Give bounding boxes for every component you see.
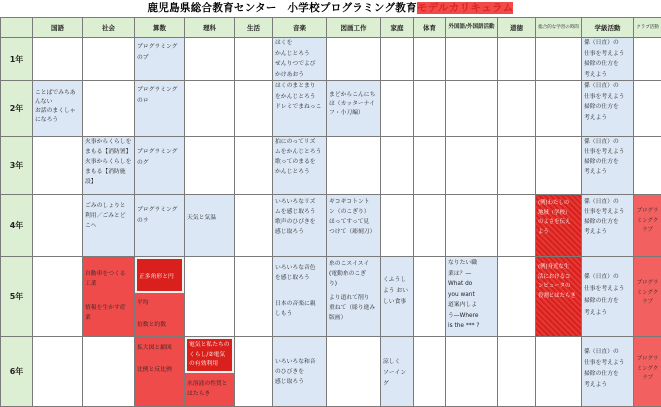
- class-line: 係（日直）の: [584, 197, 631, 207]
- title-main: 鹿児島県総合教育センター 小学校プログラミング教育: [148, 2, 417, 14]
- g6-music-line: のひびきを: [275, 367, 324, 377]
- g5-math-average-text: 平均: [137, 300, 149, 306]
- g2-music-line: ドレミでまねっこ: [275, 102, 324, 113]
- g3-music-line: 拍にのってリズ: [275, 137, 324, 147]
- g5-music-line: 日本の音楽に親: [275, 299, 324, 309]
- g4-social-line: 利用／ごみとど: [85, 211, 132, 221]
- header-class: 学級活動: [582, 18, 634, 38]
- curriculum-table: [0, 17, 661, 407]
- header-music: 音楽: [273, 18, 327, 38]
- g5-art-line: り): [329, 279, 378, 289]
- g6-science-solution: [185, 373, 234, 399]
- g5-art-line: (電動糸のこぎ: [329, 269, 378, 279]
- g5-art-line: 版画）: [329, 313, 378, 323]
- class-line: 掃除の仕方を: [584, 59, 631, 70]
- header-home: 家庭: [381, 18, 414, 38]
- g3-social-line: まもる【消防署】: [85, 147, 132, 157]
- g4-integrated-line: 地域（学校）: [538, 209, 579, 219]
- g6-math-line: 拡大図と縮図: [137, 343, 182, 354]
- g2-japanese: [33, 81, 83, 137]
- g5-integrated: [536, 257, 582, 337]
- g4-music-line: ムを感じ取ろう: [275, 207, 324, 217]
- g3-music-line: ムをかんじとろう: [275, 147, 324, 157]
- g5-integrated-line: 活におけるコ: [538, 273, 579, 283]
- class-line: 考えよう: [584, 70, 631, 81]
- g2-japanese-2: お話のまくしゃになろう: [35, 107, 80, 125]
- g6-home-line: ソーイング: [383, 368, 411, 390]
- g5-integrated-line: ンピュータの: [538, 282, 579, 292]
- g4-integrated-line: のよさを伝え: [538, 218, 579, 228]
- g5-math-multiples-text: 倍数と約数: [137, 322, 166, 328]
- g6-science: [185, 337, 235, 407]
- class-line: 考えよう: [584, 307, 631, 319]
- g5-math-polygon-text: 正多角形と円: [139, 274, 174, 280]
- corner-cell: [1, 18, 33, 38]
- class-line: 考えよう: [584, 113, 631, 124]
- g4-art-line: ほってすって見: [329, 217, 378, 227]
- g6-math: [135, 337, 185, 407]
- header-foreign: 外国語/外国語活動: [446, 18, 498, 38]
- grade-5-label: 5年: [1, 257, 33, 337]
- class-line: 係（日直）の: [584, 81, 631, 92]
- g5-home-line: しい食事: [383, 297, 411, 308]
- g2-math-text: プログラミングのロ: [137, 87, 177, 104]
- g4-math: [135, 195, 185, 257]
- g1-math: [135, 38, 185, 81]
- header-life: 生活: [235, 18, 273, 38]
- header-science: 理科: [185, 18, 235, 38]
- g1-music-line: かけあおう: [275, 70, 324, 81]
- g4-art-line: ギコギコトント: [329, 197, 378, 207]
- g5-music-line: いろいろな音色: [275, 263, 324, 273]
- g3-music-line: 歌ってのまるを: [275, 157, 324, 167]
- g4-music-line: いろいろなリズ: [275, 197, 324, 207]
- g5-foreign-line: う—Where: [448, 311, 495, 322]
- g6-science-line: 電気と私たちの: [189, 341, 230, 351]
- g3-music-line: かんじとろう: [275, 167, 324, 177]
- class-line: 考えよう: [584, 380, 631, 391]
- g5-math-polygon: [135, 257, 184, 293]
- header-art: 図画工作: [327, 18, 381, 38]
- g5-foreign-line: is the *** ?: [448, 321, 495, 332]
- row-grade-6: [1, 337, 661, 407]
- header-pe: 体育: [414, 18, 446, 38]
- g5-club-text: プログラミングクラブ: [637, 280, 659, 305]
- header-math: 算数: [135, 18, 185, 38]
- class-line: 掃除の仕方を: [584, 102, 631, 113]
- g6-music-line: 感じ取ろう: [275, 377, 324, 387]
- g5-social-line: 業: [85, 313, 132, 323]
- g6-science-line: 水溶液の性質と: [187, 379, 232, 389]
- g6-science-line: くらし/②電気: [189, 351, 230, 361]
- g6-music-line: いろいろな和音: [275, 357, 324, 367]
- g3-social-line: 火事からくらしを: [85, 137, 132, 147]
- g5-art: [327, 257, 381, 337]
- g4-social: [83, 195, 135, 257]
- g6-science-line: の有効利用: [189, 360, 230, 370]
- g6-home: [381, 337, 414, 407]
- g5-integrated-line: 役割とはたらき: [538, 292, 579, 302]
- g5-math-average: [135, 293, 184, 314]
- grade-4-label: 4年: [1, 195, 33, 257]
- g3-math: [135, 137, 185, 195]
- grade-6-label: 6年: [1, 337, 33, 407]
- g5-art-line: より道れて削り: [329, 293, 378, 303]
- header-social: 社会: [83, 18, 135, 38]
- g2-japanese-1: ことばでみちあんない: [35, 89, 80, 107]
- g3-social-line: 火事からくらしを: [85, 157, 132, 167]
- header-row: [1, 18, 661, 38]
- g5-math: [135, 257, 185, 337]
- g5-foreign: [446, 257, 498, 337]
- g1-music: [273, 38, 327, 81]
- class-line: 掃除の仕方を: [584, 295, 631, 307]
- g4-club: [634, 195, 661, 257]
- class-line: 係（日直）の: [584, 271, 631, 283]
- class-line: 掃除の仕方を: [584, 157, 631, 167]
- g4-math-text: プログラミングのラ: [137, 207, 177, 224]
- g4-science: [185, 195, 235, 257]
- row-grade-1: [1, 38, 661, 81]
- g5-music-line: しもう: [275, 309, 324, 319]
- class-line: 考えよう: [584, 227, 631, 237]
- g5-foreign-line: なりたい職: [448, 258, 495, 269]
- grade-3-label: 3年: [1, 137, 33, 195]
- class-line: 考えよう: [584, 167, 631, 177]
- g5-social-line: 自動車をつくる: [85, 269, 132, 279]
- class-line: 仕事を考えよう: [584, 207, 631, 217]
- g5-music-line: を感じ取ろう: [275, 273, 324, 283]
- g2-class: [582, 81, 634, 137]
- g1-math-text: プログラミングのプ: [137, 44, 177, 61]
- header-integrated: 総合的な学習の時間: [536, 18, 582, 38]
- g4-art-line: ン（のこぎり）: [329, 207, 378, 217]
- g4-club-text: プログラミングクラブ: [637, 208, 659, 233]
- class-line: 掃除の仕方を: [584, 217, 631, 227]
- g6-music: [273, 337, 327, 407]
- g5-social-line: 工業: [85, 279, 132, 289]
- g3-class: [582, 137, 634, 195]
- g1-music-line: かんじとろう: [275, 49, 324, 60]
- g2-music-line: をかんじとろう: [275, 92, 324, 103]
- row-grade-2: [1, 81, 661, 137]
- g5-club: [634, 257, 661, 337]
- g4-art: [327, 195, 381, 257]
- class-line: 係（日直）の: [584, 137, 631, 147]
- g5-art-line: 重ねて（彫り進み: [329, 303, 378, 313]
- g2-music-line: はくのまとまり: [275, 81, 324, 92]
- class-line: 仕事を考えよう: [584, 147, 631, 157]
- g1-music-line: せんりつでよび: [275, 59, 324, 70]
- g2-art: [327, 81, 381, 137]
- class-line: 仕事を考えよう: [584, 358, 631, 369]
- g1-class: [582, 38, 634, 81]
- g6-science-line: はたらき: [187, 389, 232, 399]
- g5-class: [582, 257, 634, 337]
- g4-integrated: [536, 195, 582, 257]
- row-grade-3: [1, 137, 661, 195]
- class-line: 仕事を考えよう: [584, 92, 631, 103]
- g6-home-line: 涼しく: [383, 357, 411, 368]
- title-accent: モデルカリキュラム: [417, 2, 514, 14]
- g4-science-text: 天気と気温: [187, 215, 216, 221]
- g4-social-line: ごみのしょりと: [85, 201, 132, 211]
- g5-art-line: 糸のこスイスイ: [329, 259, 378, 269]
- g5-home-line: よう おい: [383, 286, 411, 297]
- row-grade-4: [1, 195, 661, 257]
- g4-music-line: 歌声のひびきを: [275, 217, 324, 227]
- grade-1-label: 1年: [1, 38, 33, 81]
- g3-math-text: プログラミングのグ: [137, 149, 177, 166]
- g5-foreign-line: 業は？—: [448, 269, 495, 280]
- g5-social-line: 情報を生かす産: [85, 303, 132, 313]
- g4-integrated-line: (例)わたしの: [538, 199, 579, 209]
- header-japanese: 国語: [33, 18, 83, 38]
- g1-music-line: はくを: [275, 38, 324, 49]
- page-title: [0, 0, 661, 17]
- g2-math: [135, 81, 185, 137]
- row-grade-5: [1, 257, 661, 337]
- class-line: 係（日直）の: [584, 38, 631, 49]
- g3-social-line: まもる【消防施設】: [85, 167, 132, 187]
- g4-social-line: こへ: [85, 221, 132, 231]
- g6-class: [582, 337, 634, 407]
- class-line: 仕事を考えよう: [584, 283, 631, 295]
- g3-social: [83, 137, 135, 195]
- g6-math-line: 比例と反比例: [137, 365, 182, 376]
- grade-2-label: 2年: [1, 81, 33, 137]
- g5-math-multiples: [135, 314, 184, 336]
- header-moral: 道徳: [498, 18, 536, 38]
- g4-art-line: つけて（彫刻刀）: [329, 227, 378, 237]
- g5-foreign-line: you want: [448, 290, 495, 301]
- g5-social: [83, 257, 135, 337]
- g5-foreign-line: What do: [448, 279, 495, 290]
- g4-class: [582, 195, 634, 257]
- g6-science-electric: [185, 337, 234, 373]
- g6-club: [634, 337, 661, 407]
- g4-music: [273, 195, 327, 257]
- class-line: 係（日直）の: [584, 347, 631, 358]
- g4-music-line: 感じ取ろう: [275, 227, 324, 237]
- class-line: 掃除の仕方を: [584, 369, 631, 380]
- g6-club-text: プログラミングクラブ: [637, 356, 659, 381]
- class-line: 仕事を考えよう: [584, 49, 631, 60]
- g2-music: [273, 81, 327, 137]
- g2-art-text: まどからこんにちは（カッターナイフ・小刀編）: [329, 92, 375, 116]
- g5-foreign-line: 道案内しよ: [448, 300, 495, 311]
- g4-integrated-line: よう: [538, 228, 579, 238]
- g5-music: [273, 257, 327, 337]
- g5-integrated-line: (例)身近な生: [538, 263, 579, 273]
- g5-home-line: くふうし: [383, 275, 411, 286]
- g3-music: [273, 137, 327, 195]
- g5-home: [381, 257, 414, 337]
- header-club: クラブ活動: [634, 18, 661, 38]
